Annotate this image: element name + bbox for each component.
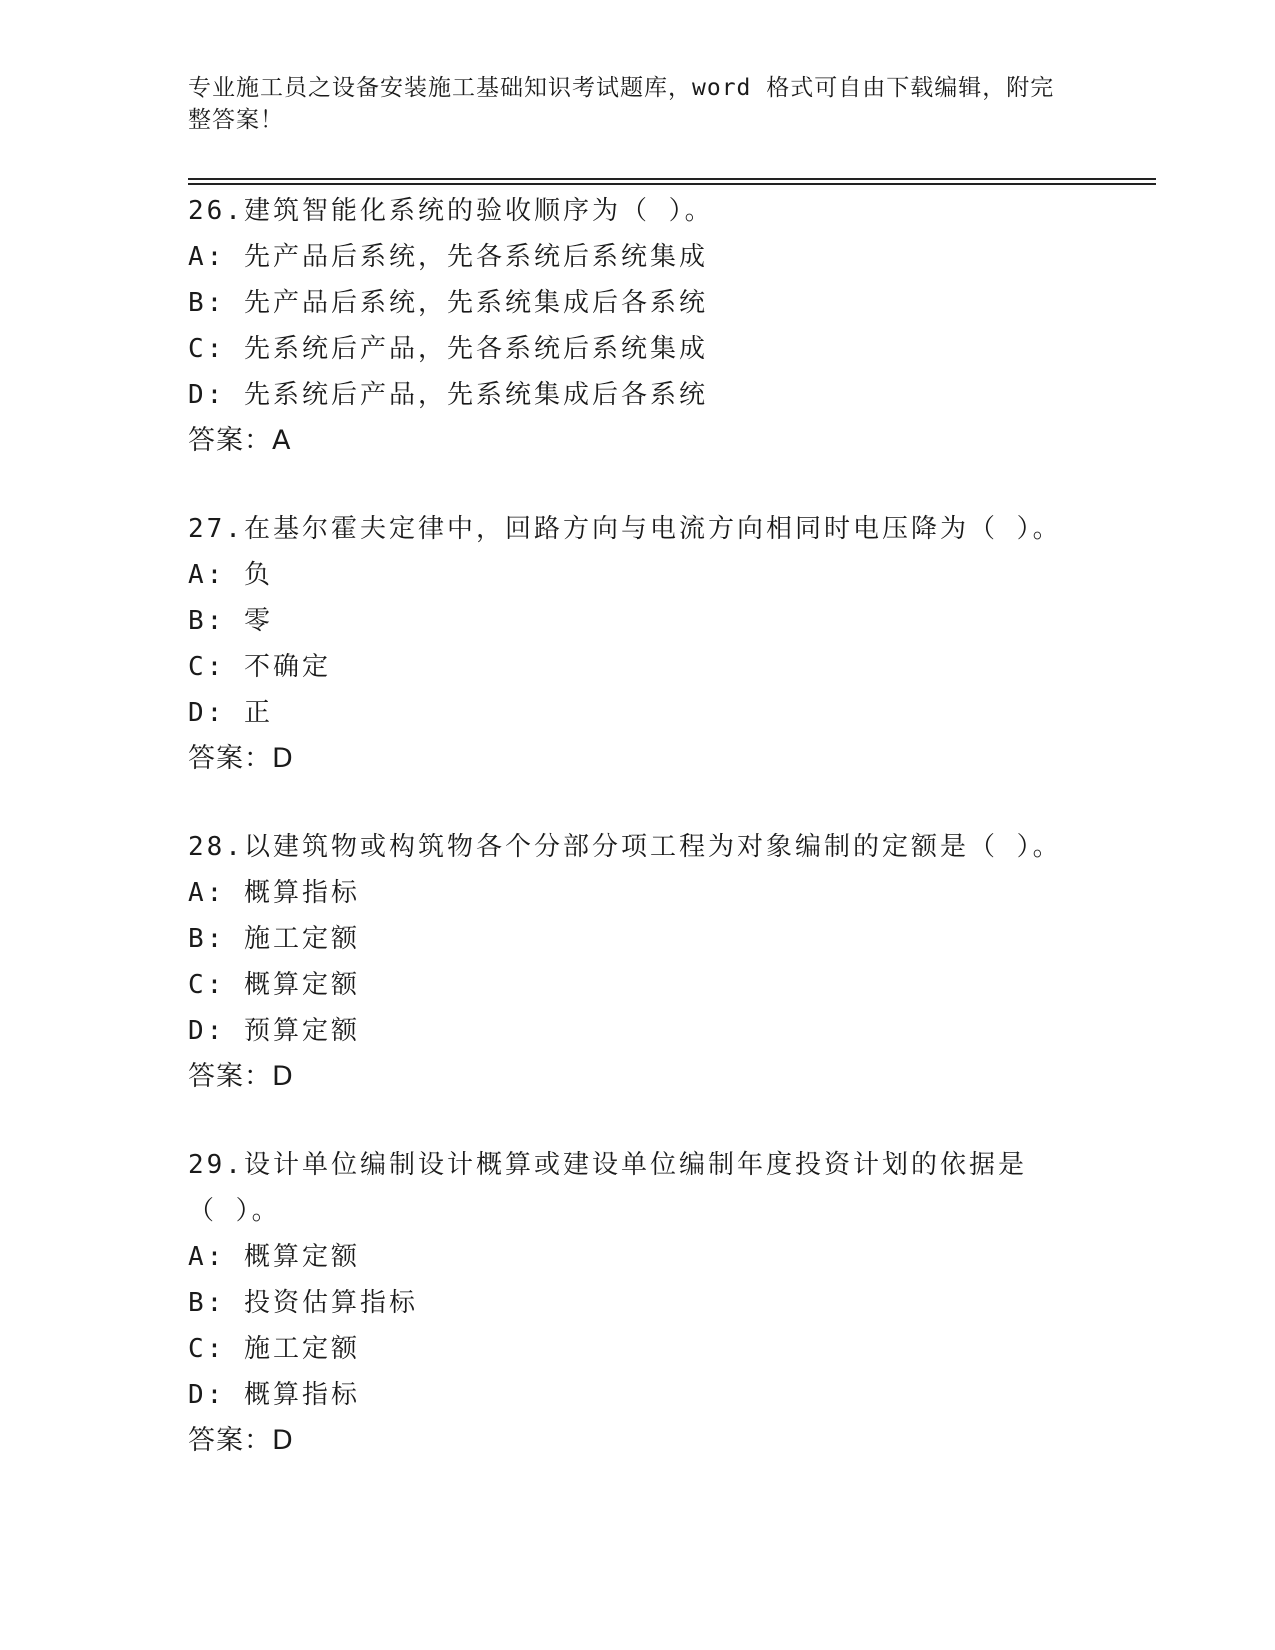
option-d: D: 正 — [188, 698, 273, 728]
question-29 — [188, 1142, 1048, 1464]
option-b: B: 投资估算指标 — [188, 1288, 418, 1318]
option-a: A: 概算定额 — [188, 1242, 360, 1272]
answer: 答案：D — [188, 743, 294, 774]
question-27 — [188, 506, 1088, 782]
option-d: D: 预算定额 — [188, 1016, 360, 1046]
option-d: D: 概算指标 — [188, 1380, 360, 1410]
answer: 答案：A — [188, 425, 292, 456]
option-d: D: 先系统后产品，先系统集成后各系统 — [188, 380, 708, 410]
option-b: B: 施工定额 — [188, 924, 360, 954]
document-header — [188, 72, 1068, 136]
option-a: A: 负 — [188, 560, 273, 590]
header-intro-text: 专业施工员之设备安装施工基础知识考试题库，word 格式可自由下载编辑，附完整答案！ — [188, 75, 1055, 133]
option-a: A: 先产品后系统，先各系统后系统集成 — [188, 242, 708, 272]
question-26 — [188, 188, 1088, 464]
answer: 答案：D — [188, 1061, 294, 1092]
question-title: 26.建筑智能化系统的验收顺序为（ ）。 — [188, 196, 714, 226]
question-title: 28.以建筑物或构筑物各个分部分项工程为对象编制的定额是（ ）。 — [188, 832, 1062, 862]
option-b: B: 零 — [188, 606, 273, 636]
question-title: 29.设计单位编制设计概算或建设单位编制年度投资计划的依据是（ ）。 — [188, 1150, 1027, 1226]
option-c: C: 概算定额 — [188, 970, 360, 1000]
header-divider-top — [188, 178, 1156, 180]
option-a: A: 概算指标 — [188, 878, 360, 908]
header-divider-bottom — [188, 183, 1156, 185]
question-title: 27.在基尔霍夫定律中，回路方向与电流方向相同时电压降为（ ）。 — [188, 514, 1062, 544]
option-c: C: 先系统后产品，先各系统后系统集成 — [188, 334, 708, 364]
option-c: C: 不确定 — [188, 652, 331, 682]
question-28 — [188, 824, 1088, 1100]
answer: 答案：D — [188, 1425, 294, 1456]
option-b: B: 先产品后系统，先系统集成后各系统 — [188, 288, 708, 318]
option-c: C: 施工定额 — [188, 1334, 360, 1364]
